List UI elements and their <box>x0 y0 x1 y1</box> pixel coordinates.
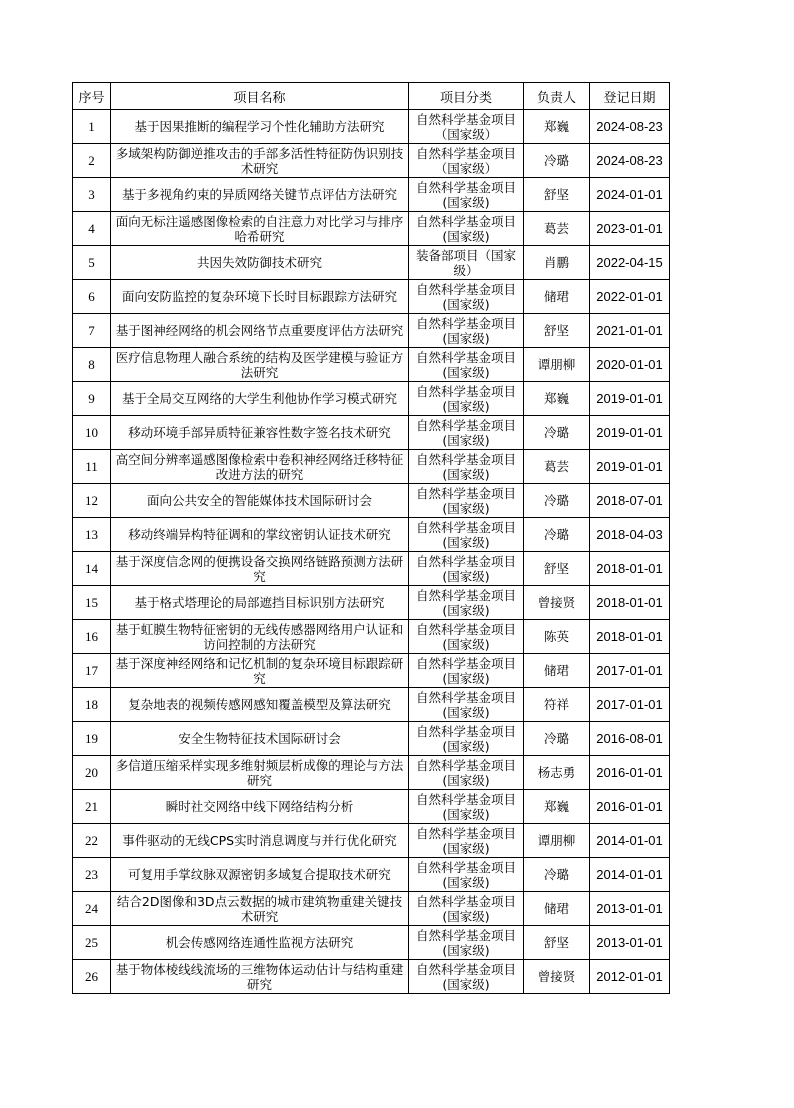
table-row <box>73 280 670 314</box>
project-category: 自然科学基金项目(国家级) <box>409 756 524 790</box>
table-row <box>73 926 670 960</box>
row-number: 9 <box>73 382 111 416</box>
row-number: 17 <box>73 654 111 688</box>
table-row <box>73 314 670 348</box>
register-date: 2019-01-01 <box>590 450 670 484</box>
register-date: 2017-01-01 <box>590 688 670 722</box>
project-name: 基于多视角约束的异质网络关键节点评估方法研究 <box>111 178 409 212</box>
project-name: 基于深度神经网络和记忆机制的复杂环境目标跟踪研究 <box>111 654 409 688</box>
project-name: 多信道压缩采样实现多维射频层析成像的理论与方法研究 <box>111 756 409 790</box>
project-category: 自然科学基金项目(国家级) <box>409 586 524 620</box>
project-leader: 冷璐 <box>524 722 590 756</box>
project-category: 自然科学基金项目（国家级） <box>409 144 524 178</box>
row-number: 10 <box>73 416 111 450</box>
project-name: 基于格式塔理论的局部遮挡目标识别方法研究 <box>111 586 409 620</box>
row-number: 7 <box>73 314 111 348</box>
table-row <box>73 518 670 552</box>
project-leader: 杨志勇 <box>524 756 590 790</box>
project-leader: 葛芸 <box>524 212 590 246</box>
row-number: 21 <box>73 790 111 824</box>
register-date: 2023-01-01 <box>590 212 670 246</box>
register-date: 2019-01-01 <box>590 382 670 416</box>
header-date: 登记日期 <box>590 83 670 110</box>
table-row <box>73 348 670 382</box>
project-name: 基于因果推断的编程学习个性化辅助方法研究 <box>111 110 409 144</box>
row-number: 3 <box>73 178 111 212</box>
project-name: 基于物体棱线线流场的三维物体运动估计与结构重建研究 <box>111 960 409 994</box>
project-category: 自然科学基金项目(国家级) <box>409 450 524 484</box>
table-row <box>73 586 670 620</box>
project-leader: 储珺 <box>524 280 590 314</box>
register-date: 2020-01-01 <box>590 348 670 382</box>
table-row <box>73 178 670 212</box>
project-category: 自然科学基金项目(国家级) <box>409 552 524 586</box>
row-number: 1 <box>73 110 111 144</box>
project-leader: 曾接贤 <box>524 586 590 620</box>
project-name: 基于全局交互网络的大学生利他协作学习模式研究 <box>111 382 409 416</box>
register-date: 2013-01-01 <box>590 892 670 926</box>
project-name: 高空间分辨率遥感图像检索中卷积神经网络迁移特征改进方法的研究 <box>111 450 409 484</box>
table-row <box>73 892 670 926</box>
project-category: 自然科学基金项目(国家级) <box>409 280 524 314</box>
project-name: 多域架构防御逆推攻击的手部多活性特征防伪识别技术研究 <box>111 144 409 178</box>
row-number: 11 <box>73 450 111 484</box>
table-row <box>73 382 670 416</box>
project-leader: 储珺 <box>524 892 590 926</box>
register-date: 2019-01-01 <box>590 416 670 450</box>
project-category: 自然科学基金项目(国家级) <box>409 348 524 382</box>
row-number: 12 <box>73 484 111 518</box>
table-row <box>73 824 670 858</box>
row-number: 4 <box>73 212 111 246</box>
register-date: 2024-08-23 <box>590 110 670 144</box>
project-name: 安全生物特征技术国际研讨会 <box>111 722 409 756</box>
header-category: 项目分类 <box>409 83 524 110</box>
row-number: 6 <box>73 280 111 314</box>
project-leader: 谭朋柳 <box>524 824 590 858</box>
register-date: 2018-04-03 <box>590 518 670 552</box>
row-number: 24 <box>73 892 111 926</box>
project-category: 自然科学基金项目(国家级) <box>409 824 524 858</box>
project-leader: 葛芸 <box>524 450 590 484</box>
register-date: 2018-01-01 <box>590 552 670 586</box>
register-date: 2012-01-01 <box>590 960 670 994</box>
project-leader: 曾接贤 <box>524 960 590 994</box>
register-date: 2017-01-01 <box>590 654 670 688</box>
table-row <box>73 552 670 586</box>
register-date: 2016-08-01 <box>590 722 670 756</box>
project-name: 事件驱动的无线CPS实时消息调度与并行优化研究 <box>111 824 409 858</box>
project-name: 可复用手掌纹脉双源密钥多域复合提取技术研究 <box>111 858 409 892</box>
project-name: 基于深度信念网的便携设备交换网络链路预测方法研究 <box>111 552 409 586</box>
project-leader: 储珺 <box>524 654 590 688</box>
table-row <box>73 246 670 280</box>
project-category: 自然科学基金项目(国家级) <box>409 416 524 450</box>
project-name: 瞬时社交网络中线下网络结构分析 <box>111 790 409 824</box>
row-number: 18 <box>73 688 111 722</box>
register-date: 2014-01-01 <box>590 824 670 858</box>
header-no: 序号 <box>73 83 111 110</box>
table-row <box>73 688 670 722</box>
project-leader: 冷璐 <box>524 518 590 552</box>
project-leader: 舒坚 <box>524 552 590 586</box>
project-name: 面向安防监控的复杂环境下长时目标跟踪方法研究 <box>111 280 409 314</box>
table-row <box>73 144 670 178</box>
row-number: 2 <box>73 144 111 178</box>
project-table <box>72 82 670 994</box>
project-category: 自然科学基金项目(国家级) <box>409 178 524 212</box>
project-name: 移动终端异构特征调和的掌纹密钥认证技术研究 <box>111 518 409 552</box>
register-date: 2016-01-01 <box>590 790 670 824</box>
register-date: 2022-01-01 <box>590 280 670 314</box>
row-number: 25 <box>73 926 111 960</box>
table-row <box>73 960 670 994</box>
project-leader: 符祥 <box>524 688 590 722</box>
row-number: 19 <box>73 722 111 756</box>
table-body <box>73 110 670 994</box>
table-row <box>73 620 670 654</box>
project-leader: 冷璐 <box>524 416 590 450</box>
header-leader: 负责人 <box>524 83 590 110</box>
project-category: 自然科学基金项目(国家级) <box>409 790 524 824</box>
row-number: 8 <box>73 348 111 382</box>
project-category: 自然科学基金项目(国家级) <box>409 620 524 654</box>
project-leader: 舒坚 <box>524 926 590 960</box>
project-name: 复杂地表的视频传感网感知覆盖模型及算法研究 <box>111 688 409 722</box>
project-leader: 冷璐 <box>524 858 590 892</box>
table-row <box>73 790 670 824</box>
project-name: 机会传感网络连通性监视方法研究 <box>111 926 409 960</box>
project-name: 共因失效防御技术研究 <box>111 246 409 280</box>
row-number: 14 <box>73 552 111 586</box>
row-number: 13 <box>73 518 111 552</box>
register-date: 2021-01-01 <box>590 314 670 348</box>
row-number: 23 <box>73 858 111 892</box>
row-number: 16 <box>73 620 111 654</box>
project-leader: 肖鹏 <box>524 246 590 280</box>
table-row <box>73 756 670 790</box>
table-row <box>73 110 670 144</box>
project-name: 面向公共安全的智能媒体技术国际研讨会 <box>111 484 409 518</box>
table-row <box>73 722 670 756</box>
project-name: 基于虹膜生物特征密钥的无线传感器网络用户认证和访问控制的方法研究 <box>111 620 409 654</box>
table-row <box>73 654 670 688</box>
project-name: 面向无标注遥感图像检索的自注意力对比学习与排序哈希研究 <box>111 212 409 246</box>
row-number: 15 <box>73 586 111 620</box>
row-number: 26 <box>73 960 111 994</box>
register-date: 2013-01-01 <box>590 926 670 960</box>
register-date: 2016-01-01 <box>590 756 670 790</box>
project-category: 自然科学基金项目(国家级) <box>409 484 524 518</box>
register-date: 2014-01-01 <box>590 858 670 892</box>
project-leader: 冷璐 <box>524 144 590 178</box>
table-row <box>73 212 670 246</box>
register-date: 2018-01-01 <box>590 586 670 620</box>
register-date: 2022-04-15 <box>590 246 670 280</box>
register-date: 2018-07-01 <box>590 484 670 518</box>
project-category: 自然科学基金项目(国家级) <box>409 212 524 246</box>
row-number: 20 <box>73 756 111 790</box>
project-category: 自然科学基金项目(国家级) <box>409 314 524 348</box>
project-category: 自然科学基金项目(国家级) <box>409 382 524 416</box>
table-header-row <box>73 83 670 110</box>
project-category: 自然科学基金项目(国家级) <box>409 858 524 892</box>
row-number: 22 <box>73 824 111 858</box>
project-category: 自然科学基金项目(国家级) <box>409 518 524 552</box>
row-number: 5 <box>73 246 111 280</box>
project-leader: 舒坚 <box>524 314 590 348</box>
project-category: 装备部项目（国家级） <box>409 246 524 280</box>
register-date: 2024-01-01 <box>590 178 670 212</box>
table-row <box>73 450 670 484</box>
project-category: 自然科学基金项目(国家级) <box>409 722 524 756</box>
project-name: 医疗信息物理人融合系统的结构及医学建模与验证方法研究 <box>111 348 409 382</box>
project-leader: 谭朋柳 <box>524 348 590 382</box>
project-leader: 冷璐 <box>524 484 590 518</box>
project-category: 自然科学基金项目(国家级) <box>409 654 524 688</box>
register-date: 2018-01-01 <box>590 620 670 654</box>
project-category: 自然科学基金项目(国家级) <box>409 926 524 960</box>
project-category: 自然科学基金项目（国家级） <box>409 110 524 144</box>
project-category: 自然科学基金项目(国家级) <box>409 892 524 926</box>
project-category: 自然科学基金项目(国家级) <box>409 688 524 722</box>
project-leader: 郑巍 <box>524 382 590 416</box>
table-row <box>73 484 670 518</box>
project-name: 基于图神经网络的机会网络节点重要度评估方法研究 <box>111 314 409 348</box>
project-leader: 郑巍 <box>524 790 590 824</box>
project-leader: 舒坚 <box>524 178 590 212</box>
project-leader: 郑巍 <box>524 110 590 144</box>
header-name: 项目名称 <box>111 83 409 110</box>
register-date: 2024-08-23 <box>590 144 670 178</box>
project-leader: 陈英 <box>524 620 590 654</box>
project-category: 自然科学基金项目(国家级) <box>409 960 524 994</box>
project-name: 移动环境手部异质特征兼容性数字签名技术研究 <box>111 416 409 450</box>
table-row <box>73 416 670 450</box>
project-name: 结合2D图像和3D点云数据的城市建筑物重建关键技术研究 <box>111 892 409 926</box>
table-row <box>73 858 670 892</box>
